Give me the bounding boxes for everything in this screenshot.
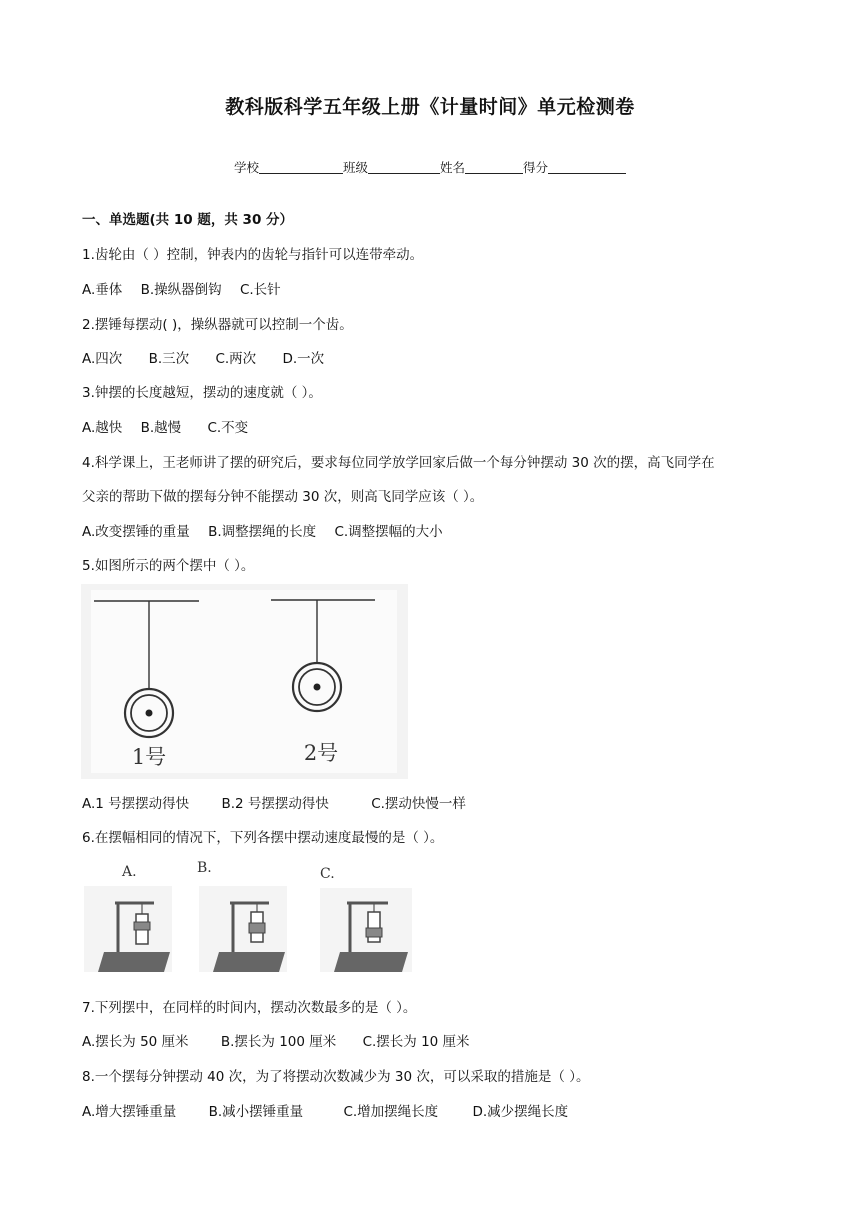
figure-a-base (98, 952, 170, 972)
question-3-option-c: C.不变 (207, 420, 249, 436)
question-7-option-c: C.摆长为 10 厘米 (362, 1034, 470, 1050)
question-4-stem-line-2: 父亲的帮助下做的摆每分钟不能摆动 30 次，则高飞同学应该（ ）。 (82, 489, 484, 505)
pendulum-2-label: 2号 (303, 741, 339, 765)
question-6-figure-a (82, 856, 174, 976)
question-2-stem: 2.摆锤每摆动( )，操纵器就可以控制一个齿。 (82, 317, 353, 333)
figure-c-label: C. (320, 866, 335, 882)
question-7-option-a: A.摆长为 50 厘米 (82, 1034, 189, 1050)
question-8-stem: 8.一个摆每分钟摆动 40 次，为了将摆动次数减少为 30 次，可以采取的措施是（ ）。 (82, 1069, 590, 1085)
figure-c-base (334, 952, 408, 972)
question-8-options (82, 1100, 568, 1120)
question-4-option-c: C.调整摆幅的大小 (334, 524, 443, 540)
question-1-option-c: C.长针 (239, 282, 281, 298)
question-5-options (82, 792, 466, 812)
question-1-option-b: B.操纵器倒钩 (140, 282, 222, 298)
question-4-option-a: A.改变摆锤的重量 (82, 524, 190, 540)
question-7-stem: 7.下列摆中，在同样的时间内，摆动次数最多的是（ ）。 (82, 1000, 417, 1016)
question-5-option-c: C.摆动快慢一样 (371, 796, 466, 812)
score-label: 得分 (523, 160, 549, 175)
name-label: 姓名 (440, 160, 466, 175)
question-5-option-a: A.1 号摆摆动得快 (82, 796, 190, 812)
question-2-option-d: D.一次 (282, 351, 325, 367)
question-4-stem-line-1: 4.科学课上，王老师讲了摆的研究后，要求每位同学放学回家后做一个每分钟摆动 30 次的摆，高飞同学在 (82, 455, 715, 471)
question-8-option-b: B.减小摆锤重量 (208, 1104, 304, 1120)
question-2-option-b: B.三次 (148, 351, 190, 367)
figure-b-label: B. (197, 860, 212, 876)
question-6-stem: 6.在摆幅相同的情况下，下列各摆中摆动速度最慢的是（ ）。 (82, 830, 444, 846)
question-4-option-b: B.调整摆绳的长度 (208, 524, 317, 540)
class-label: 班级 (342, 160, 368, 175)
question-1-stem: 1.齿轮由（ ）控制，钟表内的齿轮与指针可以连带牵动。 (82, 247, 424, 263)
question-1-options (82, 278, 281, 298)
figure-a-label: A. (122, 864, 137, 880)
page-title: 教科版科学五年级上册《计量时间》单元检测卷 (225, 96, 635, 118)
score-blank (548, 160, 626, 174)
question-2-option-a: A.四次 (82, 351, 123, 367)
question-8-option-c: C.增加摆绳长度 (343, 1104, 439, 1120)
school-label: 学校 (233, 160, 259, 175)
question-5-option-b: B.2 号摆摆动得快 (221, 796, 329, 812)
question-5-pendulum-figure (81, 584, 408, 779)
question-1-option-a: A.垂体 (82, 282, 123, 298)
section-heading: 一、单选题(共 10 题，共 30 分） (82, 212, 294, 228)
question-7-option-b: B.摆长为 100 厘米 (220, 1034, 337, 1050)
question-3-option-b: B.越慢 (140, 420, 182, 436)
question-3-options (82, 416, 248, 436)
question-6-figure-c (318, 856, 414, 976)
figure-b-base (213, 952, 285, 972)
question-7-options (82, 1030, 470, 1050)
school-blank (259, 160, 343, 174)
student-info-line (0, 158, 860, 176)
question-8-option-d: D.减少摆绳长度 (472, 1104, 569, 1120)
question-6-figure-b (197, 856, 289, 976)
name-blank (465, 160, 523, 174)
question-4-options (82, 520, 443, 540)
question-2-options (82, 347, 324, 367)
question-3-option-a: A.越快 (82, 420, 123, 436)
question-5-stem: 5.如图所示的两个摆中（ ）。 (82, 558, 255, 574)
question-8-option-a: A.增大摆锤重量 (82, 1104, 177, 1120)
question-2-option-c: C.两次 (215, 351, 257, 367)
class-blank (368, 160, 440, 174)
pendulum-1-label: 1号 (131, 745, 167, 769)
question-3-stem: 3.钟摆的长度越短，摆动的速度就（ ）。 (82, 385, 322, 401)
